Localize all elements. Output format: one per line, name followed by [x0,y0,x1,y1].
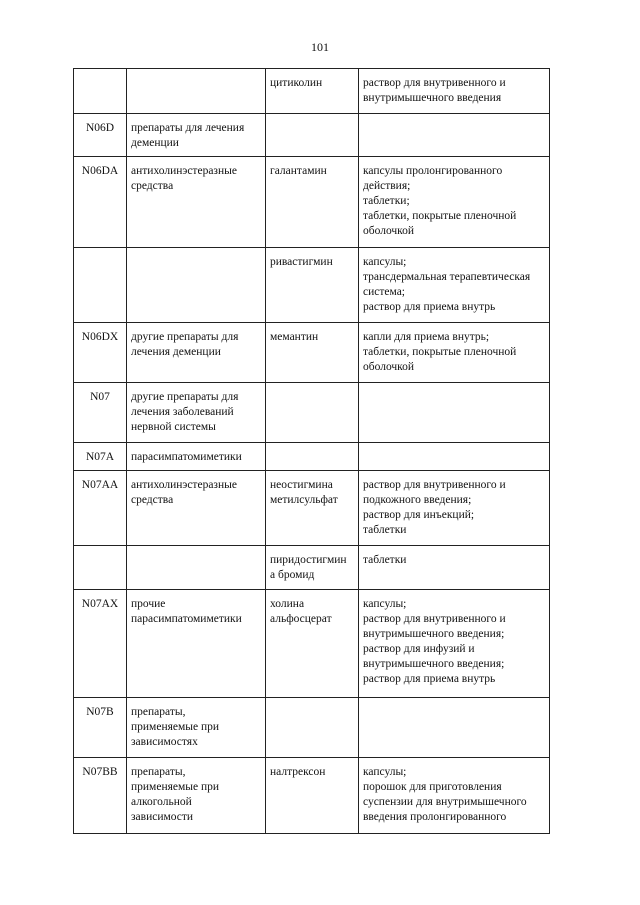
cell-line: цитиколин [270,77,323,89]
cell-line: зависимости [131,811,194,823]
cell-line: лечения заболеваний [131,406,234,418]
dosage-form-cell [359,471,550,546]
dosage-form-cell [359,698,550,758]
cell-line: оболочкой [363,225,415,237]
cell-line: препараты для лечения [131,122,245,134]
cell-line: средства [131,180,174,192]
cell-line: пиридостигмин [270,554,347,566]
atc-code-cell [74,69,127,114]
drug-name-cell [266,758,359,834]
cell-line: капсулы; [363,598,407,610]
cell-line: введения пролонгированного [363,811,507,823]
cell-line: лечения деменции [131,346,221,358]
drug-name-cell [266,157,359,248]
cell-line: метилсульфат [270,494,338,506]
cell-line: внутримышечного введения; [363,628,505,640]
cell-line: средства [131,494,174,506]
atc-code-cell: N06DX [74,323,127,383]
atc-code-cell: N06D [74,114,127,157]
table-row [74,758,550,834]
cell-line: ривастигмин [270,256,333,268]
cell-line: раствор для приема внутрь [363,673,496,685]
cell-line: неостигмина [270,479,333,491]
cell-line: мемантин [270,331,319,343]
dosage-form-cell [359,546,550,590]
cell-line: таблетки [363,524,407,536]
anatomic-group-cell [127,383,266,443]
table-row [74,248,550,323]
dosage-form-cell [359,69,550,114]
cell-line: действия; [363,180,411,192]
atc-code-cell [74,248,127,323]
cell-line: капсулы; [363,256,407,268]
cell-line: внутримышечного введения; [363,658,505,670]
cell-line: антихолинэстеразные [131,165,237,177]
cell-line: система; [363,286,405,298]
anatomic-group-cell [127,323,266,383]
dosage-form-cell [359,157,550,248]
cell-line: порошок для приготовления [363,781,502,793]
table-row [74,157,550,248]
table-body [74,69,550,834]
table-row [74,383,550,443]
table-row [74,443,550,471]
drug-name-cell [266,248,359,323]
cell-line: внутримышечного введения [363,92,502,104]
atc-code-cell: N07AX [74,590,127,698]
cell-line: раствор для внутривенного и [363,613,506,625]
cell-line: таблетки, покрытые пленочной [363,210,517,222]
cell-line: капсулы пролонгированного [363,165,503,177]
cell-line: налтрексон [270,766,326,778]
cell-line: трансдермальная терапевтическая [363,271,531,283]
cell-line: раствор для инъекций; [363,509,475,521]
drug-name-cell [266,383,359,443]
cell-line: нервной системы [131,421,216,433]
dosage-form-cell [359,443,550,471]
anatomic-group-cell [127,443,266,471]
atc-code-cell: N07 [74,383,127,443]
cell-line: капсулы; [363,766,407,778]
cell-line: деменции [131,137,179,149]
drug-name-cell [266,698,359,758]
dosage-form-cell [359,114,550,157]
cell-line: раствор для внутривенного и [363,77,506,89]
cell-line: галантамин [270,165,327,177]
atc-code-cell: N07AA [74,471,127,546]
cell-line: суспензии для внутримышечного [363,796,527,808]
cell-line: препараты, [131,766,186,778]
cell-line: холина [270,598,305,610]
cell-line: раствор для внутривенного и [363,479,506,491]
anatomic-group-cell [127,69,266,114]
cell-line: применяемые при [131,781,220,793]
anatomic-group-cell [127,157,266,248]
table-row [74,471,550,546]
cell-line: алкогольной [131,796,192,808]
page-number: 101 [311,40,329,54]
anatomic-group-cell [127,546,266,590]
dosage-form-cell [359,383,550,443]
dosage-form-cell [359,758,550,834]
drug-name-cell [266,471,359,546]
cell-line: капли для приема внутрь; [363,331,490,343]
cell-line: таблетки, покрытые пленочной [363,346,517,358]
atc-code-cell [74,546,127,590]
cell-line: другие препараты для [131,331,239,343]
atc-code-cell: N07BB [74,758,127,834]
cell-line: подкожного введения; [363,494,472,506]
anatomic-group-cell [127,248,266,323]
dosage-form-cell [359,248,550,323]
cell-line: парасимпатомиметики [131,613,242,625]
cell-line: антихолинэстеразные [131,479,237,491]
anatomic-group-cell [127,590,266,698]
cell-line: препараты, [131,706,186,718]
drug-table [73,68,550,834]
table-row [74,590,550,698]
cell-line: зависимостях [131,736,198,748]
dosage-form-cell [359,590,550,698]
cell-line: раствор для инфузий и [363,643,475,655]
dosage-form-cell [359,323,550,383]
cell-line: оболочкой [363,361,415,373]
cell-line: таблетки; [363,195,410,207]
cell-line: а бромид [270,569,315,581]
cell-line: другие препараты для [131,391,239,403]
cell-line: применяемые при [131,721,220,733]
anatomic-group-cell [127,114,266,157]
cell-line: альфосцерат [270,613,332,625]
anatomic-group-cell [127,471,266,546]
cell-line: парасимпатомиметики [131,451,242,463]
table-row [74,69,550,114]
table-row [74,546,550,590]
drug-name-cell [266,443,359,471]
atc-code-cell: N07A [74,443,127,471]
drug-name-cell [266,590,359,698]
cell-line: раствор для приема внутрь [363,301,496,313]
drug-name-cell [266,323,359,383]
table-row [74,114,550,157]
atc-code-cell: N07B [74,698,127,758]
anatomic-group-cell [127,698,266,758]
drug-name-cell [266,69,359,114]
table-row [74,698,550,758]
table-row [74,323,550,383]
atc-code-cell: N06DA [74,157,127,248]
drug-name-cell [266,114,359,157]
drug-name-cell [266,546,359,590]
anatomic-group-cell [127,758,266,834]
cell-line: таблетки [363,554,407,566]
cell-line: прочие [131,598,166,610]
